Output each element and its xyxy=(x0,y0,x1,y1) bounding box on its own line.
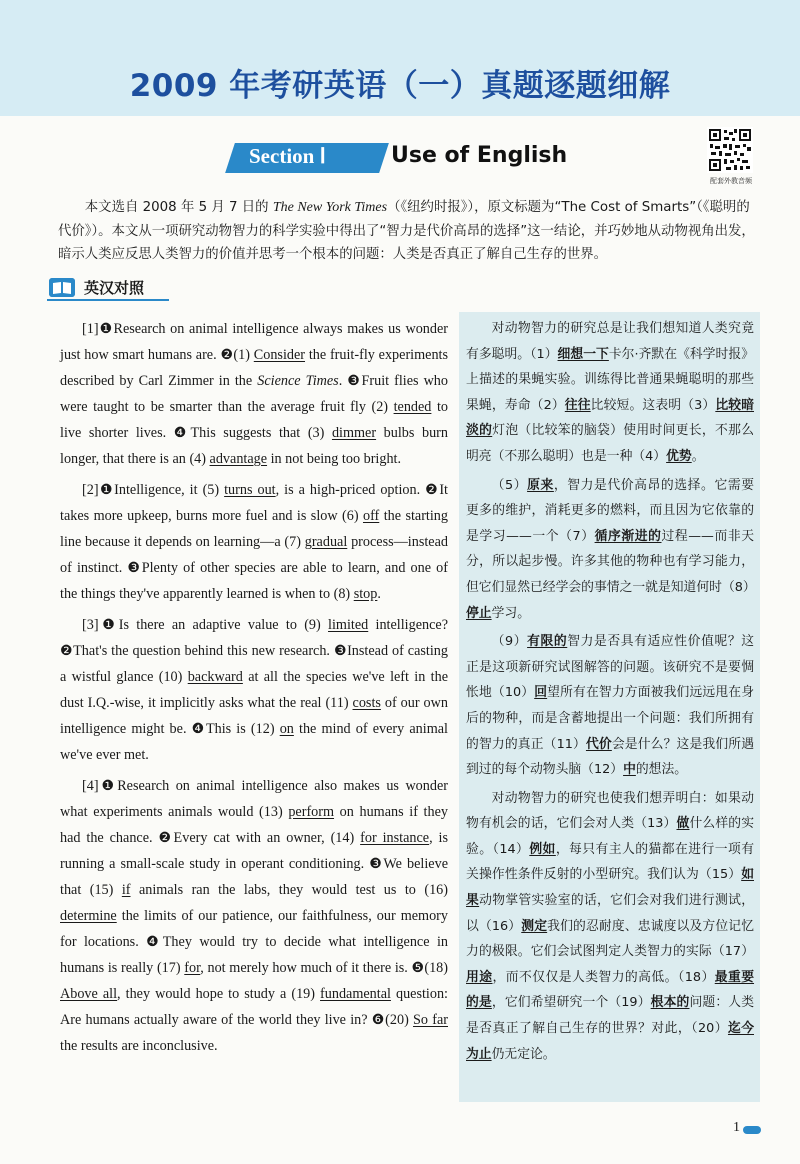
english-column xyxy=(60,316,448,1064)
english-paragraph-2: [2]❶Intelligence, it (5) turns out, is a high-priced option. ❷It takes more upkeep, burns more fuel and is slow (6) off the starting line because it depends on learning—a (7) gradual process—instead of instinct. ❸Plenty of other species are able to learn, and one of the things they've apparently learned is when to (8) stop. xyxy=(60,482,448,602)
cn-answer-9: 有限的 xyxy=(527,634,568,650)
source-title: The New York Times xyxy=(272,200,388,215)
subhead-underline xyxy=(47,299,169,301)
chinese-paragraph-1: 对动物智力的研究总是让我们想知道人类究竟有多聪明。（1）细想一下卡尔·齐默在《科学时报》上描述的果蝇实验。训练得比普通果蝇聪明的那些果蝇，寿命（2）往往比较短。这表明（3）比较暗淡的灯泡（比较笨的脑袋）使用时间更长，不那么明亮（不那么聪明）也是一种（4）优势。 xyxy=(466,321,755,464)
answer-14: for instance xyxy=(360,830,430,846)
page-number: 1 xyxy=(733,1120,740,1135)
cn-answer-14: 例如 xyxy=(529,841,556,857)
answer-15: if xyxy=(121,882,131,898)
answer-1: Consider xyxy=(253,347,306,363)
answer-20: So far xyxy=(413,1012,448,1028)
answer-13: perform xyxy=(288,804,335,820)
cn-answer-3: 比较暗淡的 xyxy=(466,397,754,439)
section-title: Use of English xyxy=(391,143,568,168)
chinese-paragraph-2: （5）原来，智力是代价高昂的选择。它需要更多的维护，消耗更多的燃料，而且因为它依靠的是学习——一个（7）循序渐进的过程——而非天分，所以起步慢。许多其他的物种也有学习能力，但它们显然已经学会的事情之一就是知道何时（8）停止学习。 xyxy=(466,477,756,621)
answer-10: backward xyxy=(187,669,243,685)
answer-18: Above all xyxy=(60,986,118,1002)
cn-answer-17: 用途 xyxy=(466,969,493,985)
page-title: 2009 年考研英语（一）真题逐题细解 xyxy=(129,68,671,104)
book-icon xyxy=(49,278,75,297)
chinese-column xyxy=(466,316,754,1070)
answer-6: off xyxy=(362,508,380,524)
cn-answer-1: 细想一下 xyxy=(557,346,609,362)
cn-answer-2: 往往 xyxy=(564,397,591,413)
english-paragraph-3: [3]❶Is there an adaptive value to (9) limited intelligence? ❷That's the question behind this new research. ❸Instead of casting a wistful glance (10) backward at all the species we've left in the dust I.Q.-wise, it implicitly asks what the real (11) costs of our own intelligence might be. ❹This is (12) on the mind of every animal we've ever met. xyxy=(60,617,448,763)
answer-17: for xyxy=(184,960,201,976)
cn-answer-19: 根本的 xyxy=(650,995,690,1011)
subhead-label: 英汉对照 xyxy=(84,279,145,297)
chinese-paragraph-4: 对动物智力的研究也使我们想弄明白：如果动物有机会的话，它们会对人类（13）做什么样的实验。（14）例如，每只有主人的猫都在进行一项有关操作性条件反射的小型研究。我们认为（15）如果动物掌管实验室的话，它们会对我们进行测试，以（16）测定我们的忍耐度、忠诚度以及方位记忆力的极限。它们会试图判定人类智力的实际（17）用途，而不仅仅是人类智力的高低。（18）最重要的是，它们希望研究一个（19）根本的问题：人类是否真正了解自己生存的世界？对此，（20）迄今为止仍无定论。 xyxy=(466,790,755,1062)
chinese-paragraph-3: （9）有限的智力是否具有适应性价值呢？这正是这项新研究试图解答的问题。该研究不是要惆怅地（10）回望所有在智力方面被我们远远甩在身后的物种，而是含蓄地提出一个问题：我们所拥有的智力的真正（11）代价会是什么？这是我们所遇到过的每个动物头脑（12）中的想法。 xyxy=(466,634,755,778)
cn-answer-7: 循序渐进的 xyxy=(594,528,662,544)
cn-answer-12: 中 xyxy=(623,762,636,778)
cn-answer-8: 停止 xyxy=(466,605,492,621)
cn-answer-16: 测定 xyxy=(521,918,548,934)
answer-3: dimmer xyxy=(331,425,377,441)
answer-2: tended xyxy=(393,399,432,415)
answer-19: fundamental xyxy=(320,986,391,1002)
answer-11: costs xyxy=(352,695,381,711)
answer-12: on xyxy=(279,721,294,737)
qr-code-icon[interactable] xyxy=(707,127,753,173)
answer-8: stop xyxy=(353,586,378,602)
english-paragraph-1: [1]❶Research on animal intelligence always makes us wonder just how smart humans are. ❷(1) Consider the fruit-fly experiments described by Carl Zimmer in the Science Times. ❸Fruit flies who were taught to be smarter than the average fruit fly (2) tended to live shorter lives. ❹This suggests that (3) dimmer bulbs burn longer, that there is an (4) advantage in not being too bright. xyxy=(60,321,449,467)
cn-answer-13: 做 xyxy=(676,816,690,832)
cn-answer-20: 迄今为止 xyxy=(466,1021,754,1062)
section-label: Section Ⅰ xyxy=(249,144,326,168)
cn-answer-18: 最重要的是 xyxy=(466,969,755,1011)
cn-answer-11: 代价 xyxy=(585,736,612,752)
english-paragraph-4: [4]❶Research on animal intelligence also makes us wonder what experiments animals would (13) perform on humans if they had the chance. ❷Every cat with an owner, (14) for instance, is running a small-scale study in operant conditioning. ❸We believe that (15) if animals ran the labs, they would test us to (16) determine the limits of our patience, our faithfulness, our memory for locations. ❹They would try to decide what intelligence in humans is really (17) for, not merely how much of it there is. ❺(18) Above all, they would hope to study a (19) fundamental question: Are humans actually aware of the world they live in? ❻(20) So far the results are inconclusive. xyxy=(60,778,449,1054)
cn-answer-4: 优势 xyxy=(666,448,692,464)
answer-9: limited xyxy=(328,617,369,633)
answer-16: determine xyxy=(60,908,117,924)
qr-caption: 配套外教音频 xyxy=(710,177,752,185)
answer-5: turns out xyxy=(224,482,276,498)
answer-4: advantage xyxy=(209,451,268,467)
subhead-bilingual xyxy=(47,275,165,300)
cn-answer-10: 回 xyxy=(534,685,548,701)
cn-answer-5: 原来 xyxy=(527,477,554,493)
page-marker-icon xyxy=(743,1126,761,1134)
intro-paragraph: 本文选自 2008 年 5 月 7 日的 The New York Times（《纽约时报》），原文标题为“The Cost of Smarts”（《聪明的代价》）。本文从一项研究动物智力的科学实验中得出了“智力是代价高昂的选择”这一结论，并巧妙地从动物视角出发，暗示人类应反思人类智力的价值并思考一个根本的问题：人类是否真正了解自己生存的世界。 xyxy=(58,200,755,262)
answer-7: gradual xyxy=(304,534,348,550)
cn-answer-15: 如果 xyxy=(466,867,754,909)
